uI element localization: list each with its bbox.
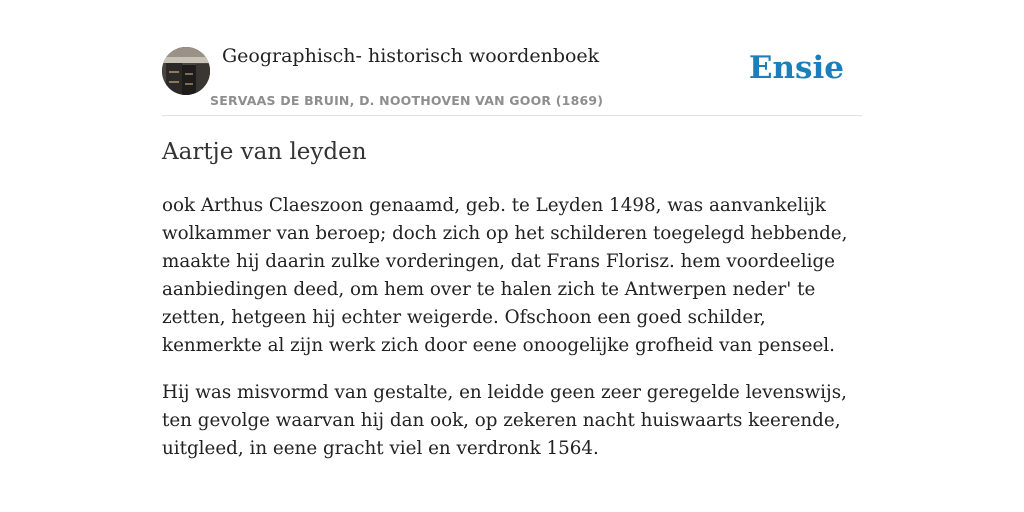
book-cover-icon (162, 47, 210, 95)
book-cover-avatar[interactable] (162, 47, 210, 95)
book-header (162, 40, 862, 116)
ensie-logo[interactable]: Ensie (748, 50, 844, 86)
entry-paragraph: ook Arthus Claeszoon genaamd, geb. te Leyden 1498, was aanvankelijk wolkammer van beroep; doch zich op het schilderen toegelegd hebbende, maakte hij daarin zulke vorderingen, dat Frans Florisz. hem voordeelige aanbiedingen deed, om hem over te halen zich te Antwerpen neder' te zetten, hetgeen hij echter weigerde. Ofschoon een goed schilder, kenmerkte al zijn werk zich door eene onoogelijke grofheid van penseel. (162, 195, 848, 356)
book-title[interactable]: Geographisch- historisch woordenboek (222, 45, 600, 67)
book-author: SERVAAS DE BRUIN, D. NOOTHOVEN VAN GOOR (1869) (210, 93, 604, 108)
entry-body (162, 192, 868, 482)
entry-title: Aartje van leyden (162, 139, 367, 165)
entry-paragraph: Hij was misvormd van gestalte, en leidde geen zeer geregelde levenswijs, ten gevolge waarvan hij dan ook, op zekeren nacht huiswaarts keerende, uitgleed, in eene gracht viel en verdronk 1564. (162, 382, 847, 459)
